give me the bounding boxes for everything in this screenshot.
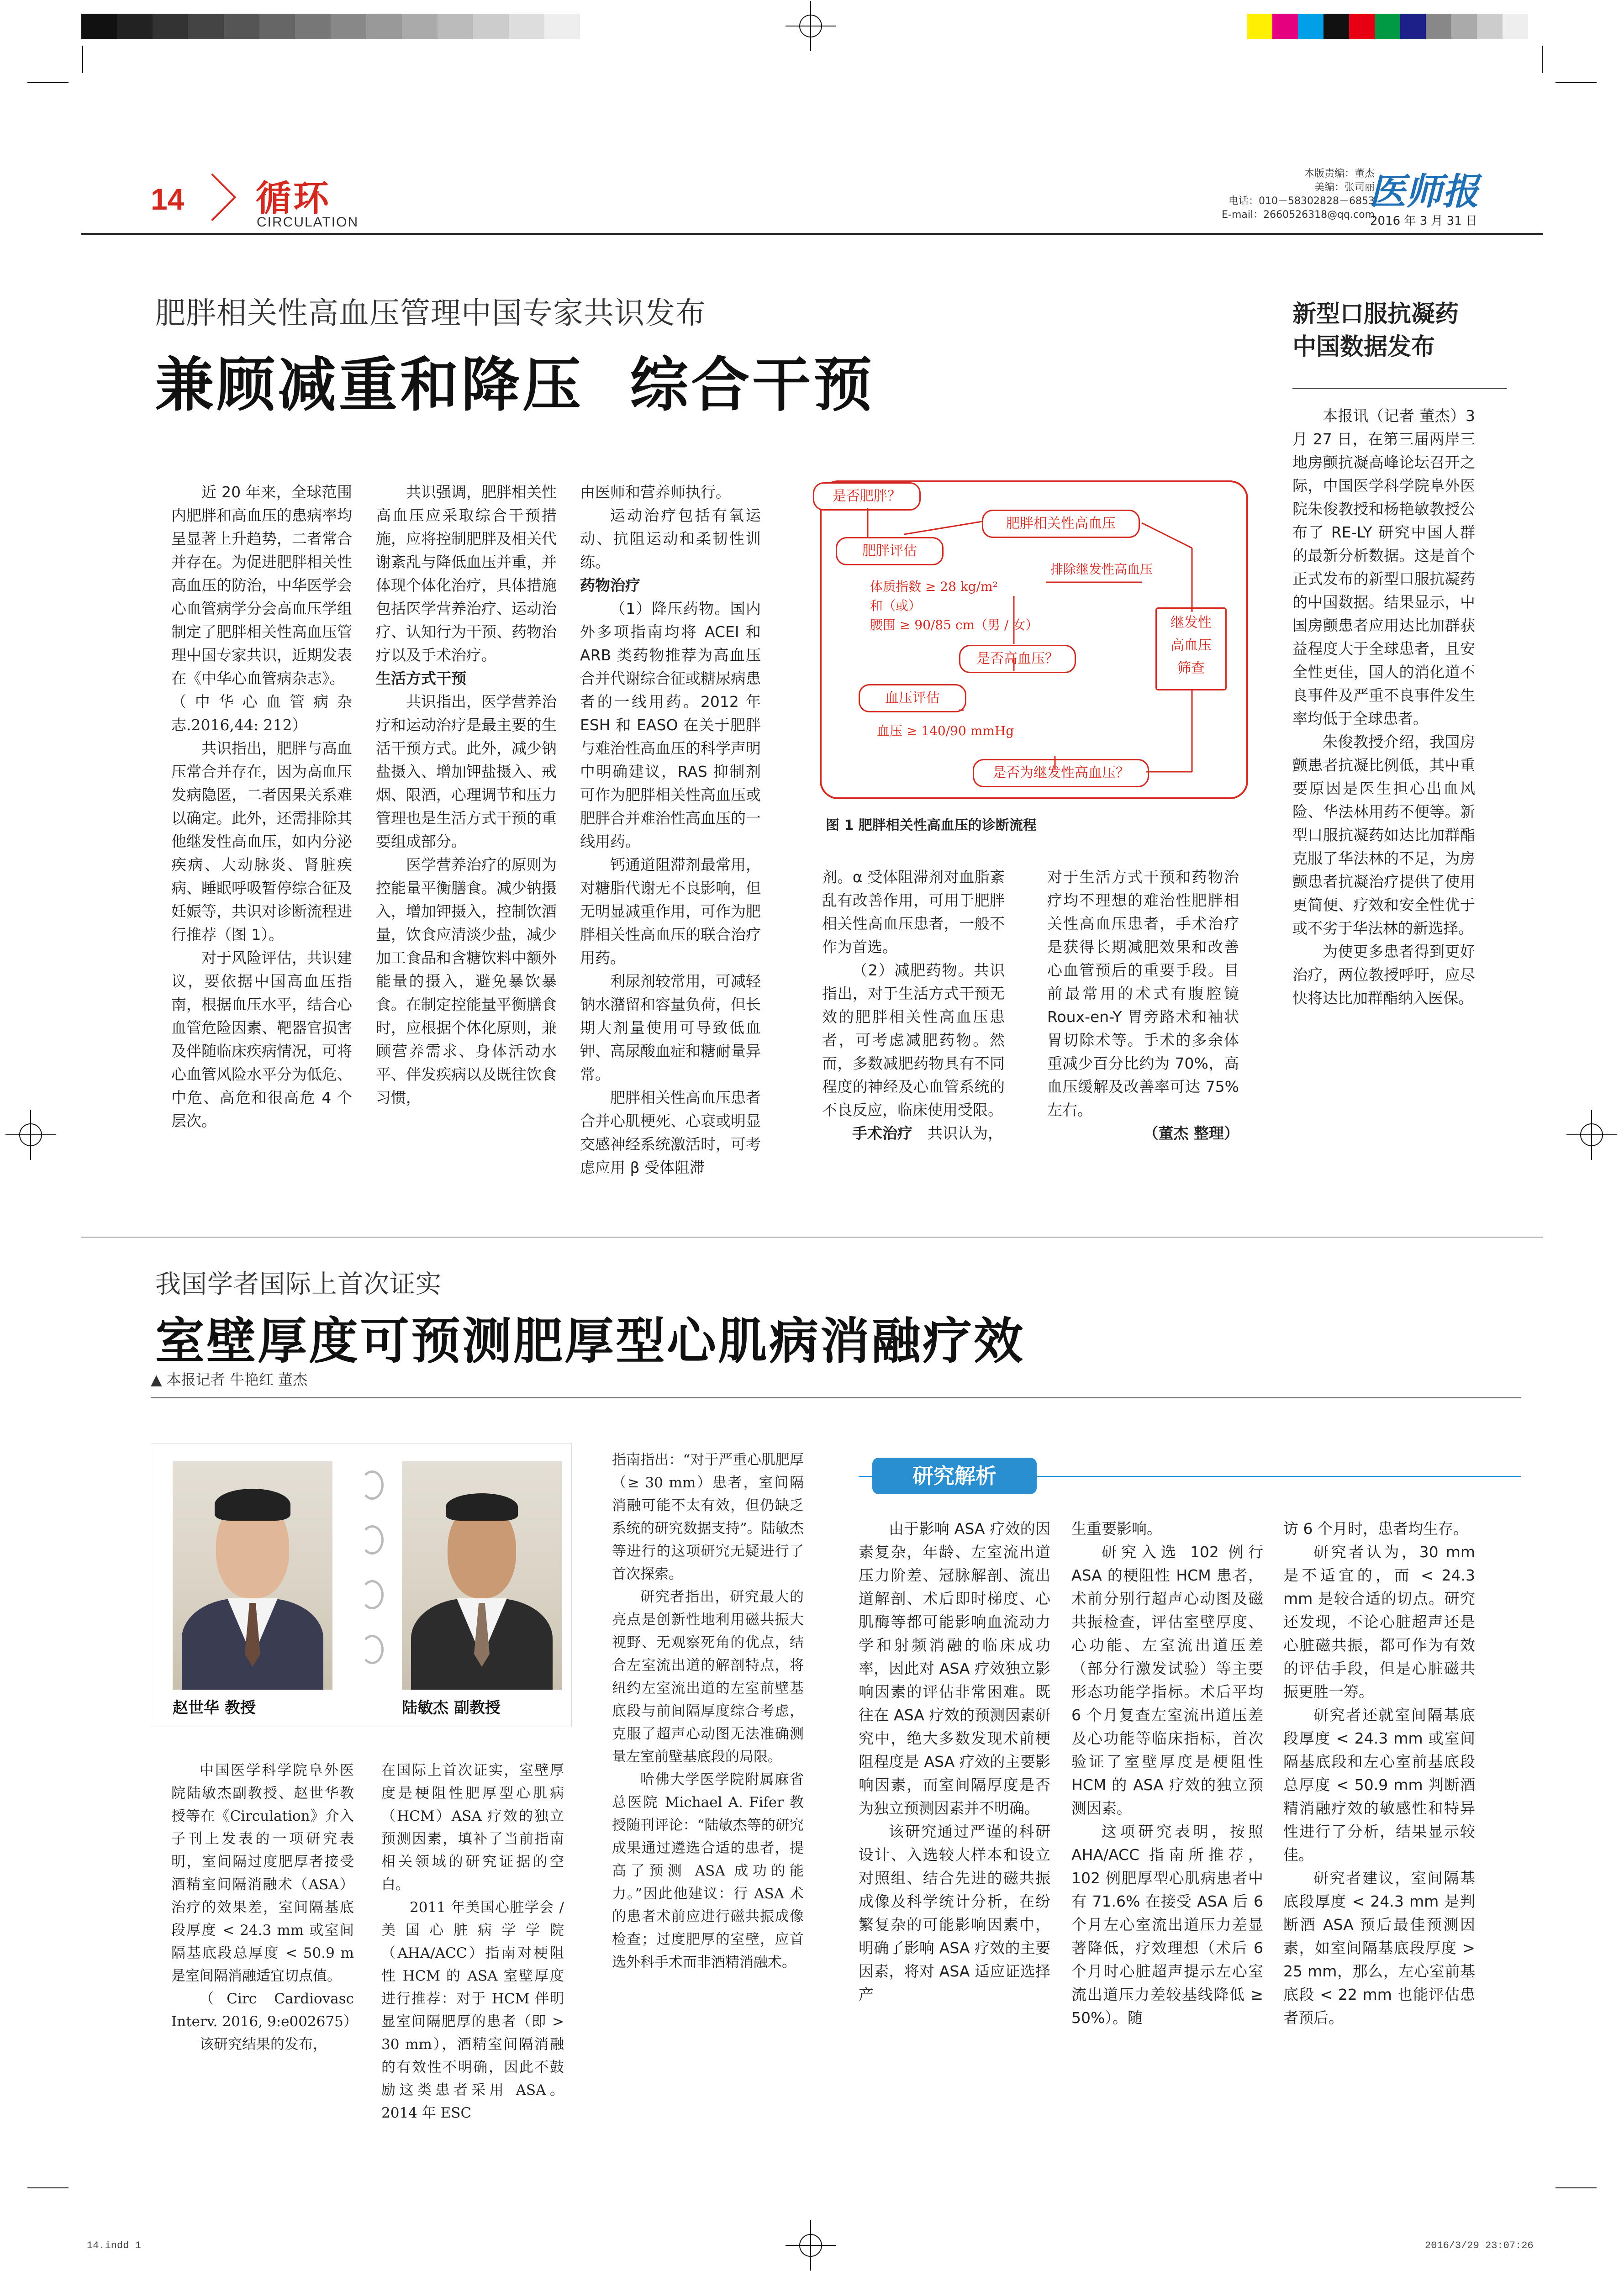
paragraph: 近 20 年来，全球范围内肥胖和高血压的患病率均呈显著上升趋势，二者常合并存在。为促进肥胖相关性高血压的防治，中华医学会心血管病学分会高血压学组制定了肥胖相关性高血压管理中国专家共识，近期发表在《中华心血管病杂志》。: [171, 483, 352, 687]
paragraph: 朱俊教授介绍，我国房颤患者抗凝比例低，其中重要原因是医生担心出血风险、华法林用药不便等。新型口服抗凝药如达比加群酯克服了华法林的不足，为房颤患者抗凝治疗提供了使用更简便、疗效和安全性优于或不劣于华法林的新选择。: [1292, 733, 1475, 937]
crop-mark: [27, 82, 69, 83]
paragraph: 由医师和营养师执行。: [580, 483, 731, 501]
photo-caption-zhao: 赵世华 教授: [173, 1699, 256, 1717]
byline-rule: [151, 1397, 1521, 1398]
paragraph: 钙通道阻滞剂最常用，对糖脂代谢无不良影响，但无明显减重作用，可作为肥胖相关性高血压的联合治疗用药。: [580, 856, 761, 967]
issue-date: 2016 年 3 月 31 日: [1370, 214, 1478, 228]
flow-node-result: 肥胖相关性高血压: [982, 510, 1140, 538]
registration-mark: [786, 1, 836, 51]
sidebar-body: [1292, 404, 1475, 1010]
sidebar-title-line: 新型口服抗凝药: [1292, 300, 1459, 328]
paragraph: 研究者建议，室间隔基底段厚度 < 24.3 mm 是判断酒 ASA 预后最佳预测因素，如室间隔基底段厚度 > 25 mm，那么，左心室前基底段 < 22 mm 也能评估患者预后。: [1283, 1869, 1475, 2027]
subhead: 生活方式干预: [376, 669, 466, 687]
paragraph: 访 6 个月时，患者均生存。: [1283, 1520, 1468, 1538]
article2-column-A: [171, 1759, 358, 2056]
criteria-line: 和（或）: [870, 598, 922, 613]
article2-kicker: 我国学者国际上首次证实: [155, 1270, 442, 1299]
flow-arrows: [813, 479, 1251, 799]
registration-mark: [786, 2220, 836, 2271]
sidebar-title-line: 中国数据发布: [1292, 333, 1435, 361]
article2-column-C: [612, 1449, 804, 1974]
header-rule: [81, 233, 1543, 235]
flow-label-exclude: 排除继发性高血压: [1050, 562, 1153, 577]
paragraph: 该研究通过严谨的科研设计、入选较大样本和设立对照组、结合先进的磁共振成像及科学统计分析，在纷繁复杂的可能影响因素中，明确了影响 ASA 疗效的主要因素，将对 ASA 适应证选择产: [859, 1823, 1050, 2003]
subhead: 手术治疗: [852, 1124, 912, 1142]
portrait-photo-zhao: [173, 1461, 332, 1690]
paragraph: 哈佛大学医学院附属麻省总医院 Michael A. Fifer 教授随刊评论：“陆敏杰等的研究成果通过遴选合适的患者，提高了预测 ASA 成功的能力。”因此他建议：行 ASA 术的患者术前应进行磁共振成像检查；过度肥厚的室壁，应首选外科手术而非酒精消融术。: [612, 1771, 804, 1971]
paragraph: 共识指出，医学营养治疗和运动治疗是最主要的生活干预方式。此外，减少钠盐摄入、增加钾盐摄入、戒烟、限酒，心理调节和压力管理也是生活方式干预的重要组成部分。: [376, 693, 557, 850]
article1-column-3: [580, 480, 761, 1179]
paragraph: [822, 1122, 1005, 1145]
screen-line: 继发性: [1171, 615, 1212, 631]
analysis-badge: 研究解析: [872, 1458, 1037, 1494]
citation: （中华心血管病杂志.2016,44: 212）: [171, 693, 352, 734]
article1-column-1: [171, 480, 352, 1133]
section-title: 循环: [256, 178, 331, 219]
sidebar-title: [1292, 298, 1459, 364]
paragraph: 本报讯（记者 董杰）3 月 27 日，在第三届两岸三地房颤抗凝高峰论坛召开之际，中国医学科学院阜外医院朱俊教授和杨艳敏教授公布了 RE-LY 研究中国人群的最新分析数据。这是首个正式发布的新型口服抗凝药的中国数据。结果显示，中国房颤患者应用达比加群获益程度大于全球患者，且安全性更佳，国人的消化道不良事件及严重不良事件发生率均低于全球患者。: [1292, 407, 1475, 727]
paragraph: 研究入选 102 例行 ASA 的梗阻性 HCM 患者，术前分别行超声心动图及磁共振检查，评估室壁厚度、心功能、左室流出道压差（部分行激发试验）等主要形态功能学指标。术后平均 6 个月复查左室流出道压差及心功能等临床指标，首次验证了室壁厚度是梗阻性 HCM 的 ASA 疗效的独立预测因素。: [1071, 1543, 1263, 1817]
paragraph: 剂。α 受体阻滞剂对血脂紊乱有改善作用，可用于肥胖相关性高血压患者，一般不作为首选。: [822, 868, 1005, 956]
article1-kicker: 肥胖相关性高血压管理中国专家共识发布: [155, 295, 706, 331]
editor-line: 本版责编：董杰: [1304, 168, 1375, 179]
flow-node-obese-eval: 肥胖评估: [836, 537, 944, 565]
portrait-photo-lu: [402, 1461, 562, 1690]
photo-caption-lu: 陆敏杰 副教授: [402, 1699, 501, 1717]
color-bar: [1247, 14, 1528, 39]
paragraph: 研究者还就室间隔基底段厚度 < 24.3 mm 或室间隔基底段和左心室前基底段总厚度 < 50.9 mm 判断酒精消融疗效的敏感性和特异性进行了分析，结果显示较佳。: [1283, 1706, 1475, 1864]
paragraph: 研究者指出，研究最大的亮点是创新性地利用磁共振大视野、无观察死角的优点，结合左室流出道的解剖特点，将纽约左室流出道的左室前壁基底段与前间隔厚度综合考虑，克服了超声心动图无法准确测量左室前壁基底段的局限。: [612, 1589, 804, 1765]
flow-node-hbp-question: 是否高血压？: [959, 645, 1076, 673]
screen-line: 高血压: [1171, 638, 1212, 653]
flow-criteria-bp: 血压 ≥ 140/90 mmHg: [877, 723, 1014, 738]
paragraph: 对于生活方式干预和药物治疗均不理想的难治性肥胖相关性高血压患者，手术治疗是获得长期减肥效果和改善心血管预后的重要手段。目前最常用的术式有腹腔镜 Roux-en-Y 胃旁路术和袖状胃切除术等。手术的多余体重减少百分比约为 70%，高血压缓解及改善率可达 75% 左右。: [1047, 868, 1239, 1119]
paragraph: 肥胖相关性高血压患者合并心肌梗死、心衰或明显交感神经系统激活时，可考虑应用 β 受体阻滞: [580, 1089, 761, 1176]
article2-column-D: [859, 1517, 1050, 2006]
citation: （Circ Cardiovasc Interv. 2016, 9:e002675）: [171, 1991, 358, 2030]
paragraph: 该研究结果的发布，: [200, 2036, 327, 2053]
paragraph: 共识强调，肥胖相关性高血压应采取综合干预措施，应将控制肥胖及相关代谢紊乱与降低血压并重，并体现个体化治疗，具体措施包括医学营养治疗、运动治疗、认知行为干预、药物治疗以及手术治疗。: [376, 483, 557, 664]
paragraph: 对于风险评估，共识建议，要依据中国高血压指南，根据血压水平，结合心血管危险因素、靶器官损害及伴随临床疾病情况，可将心血管风险水平分为低危、中危、高危和很高危 4 个层次。: [171, 949, 352, 1130]
flow-node-bp-eval: 血压评估: [859, 684, 966, 712]
article2-column-B: [381, 1759, 564, 2124]
article2-column-E: [1071, 1517, 1263, 2029]
screen-line: 筛查: [1177, 660, 1205, 676]
grayscale-bar: [81, 14, 580, 39]
article-divider: [81, 1237, 1543, 1238]
paragraph: 运动治疗包括有氧运动、抗阻运动和柔韧性训练。: [580, 506, 761, 571]
footer-timestamp: 2016/3/29 23:07:26: [1425, 2240, 1534, 2251]
paragraph: 由于影响 ASA 疗效的因素复杂，年龄、左室流出道压力阶差、冠脉解剖、流出道解剖、术后即时梯度、心肌酶等都可能影响血流动力学和射频消融的临床成功率，因此对 ASA 疗效独立影响因素的评估非常困难。既往在 ASA 疗效的预测因素研究中，绝大多数发现术前梗阻程度是 ASA 疗效的主要影响因素，而室间隔厚度是否为独立预测因素并不明确。: [859, 1520, 1050, 1817]
registration-mark: [5, 1110, 56, 1160]
figure-caption: 图 1 肥胖相关性高血压的诊断流程: [826, 817, 1037, 833]
subhead: 药物治疗: [580, 576, 640, 594]
paragraph: 中国医学科学院阜外医院陆敏杰副教授、赵世华教授等在《Circulation》介入子刊上发表的一项研究表明，室间隔过度肥厚者接受酒精室间隔消融术（ASA）治疗的效果差，室间隔基底段厚度 < 24.3 mm 或室间隔基底段总厚度 < 50.9 m 是室间隔消融适宜切点值。: [171, 1762, 354, 1984]
article1-column-4: [822, 865, 1005, 1145]
criteria-line: 体质指数 ≥ 28 kg/m²: [870, 579, 998, 594]
paragraph: 在国际上首次证实，室壁厚度是梗阻性肥厚型心肌病（HCM）ASA 疗效的独立预测因素，填补了当前指南相关领域的研究证据的空白。: [381, 1762, 564, 1893]
article1-column-5: [1047, 865, 1239, 1145]
crop-mark: [82, 46, 83, 73]
binder-ring-icon: [361, 1635, 384, 1664]
paragraph: （2）减肥药物。共识指出，对于生活方式干预无效的肥胖相关性高血压患者，可考虑减肥药物。然而，多数减肥药物具有不同程度的神经及心血管系统的不良反应，临床使用受限。: [822, 961, 1005, 1119]
brand-logo: 医师报: [1369, 170, 1479, 213]
article1-column-2: [376, 480, 557, 1109]
paragraph: 2011 年美国心脏学会 / 美国心脏病学学院（AHA/ACC）指南对梗阻性 HCM 的 ASA 室壁厚度进行推荐：对于 HCM 伴明显室间隔肥厚的患者（即 > 30 mm），酒精室间隔消融的有效性不明确，因此不鼓励这类患者采用 ASA。2014 年 ESC: [381, 1899, 564, 2121]
article2-title: 室壁厚度可预测肥厚型心肌病消融疗效: [155, 1313, 1025, 1370]
binder-ring-icon: [361, 1470, 384, 1500]
article2-column-F: [1283, 1517, 1475, 2029]
criteria-line: 腰围 ≥ 90/85 cm（男 / 女）: [870, 617, 1039, 632]
paragraph: 这项研究表明，按照 AHA/ACC 指南所推荐，102 例肥厚型心肌病患者中有 71.6% 在接受 ASA 后 6 个月左心室流出道压力差显著降低，疗效理想（术后 6 个月时心脏超声提示左心室流出道压力差较基线降低 ≥ 50%）。随: [1071, 1823, 1263, 2027]
paragraph: 研究者认为，30 mm 是不适宜的，而 < 24.3 mm 是较合适的切点。研究还发现，不论心脏超声还是心脏磁共振，都可作为有效的评估手段，但是心脏磁共振更胜一筹。: [1283, 1543, 1475, 1701]
paragraph: 生重要影响。: [1071, 1520, 1162, 1538]
email-line: E-mail：2660526318@qq.com: [1222, 209, 1375, 221]
designer-line: 美编：张司丽: [1314, 182, 1375, 193]
crop-mark: [1542, 46, 1543, 73]
paragraph: （1）降压药物。国内外多项指南均将 ACEI 和 ARB 类药物推荐为高血压合并代谢综合征或糖尿病患者的一线用药。2012 年 ESH 和 EASO 在关于肥胖与难治性高血压的科学声明中明确建议，RAS 抑制剂可作为肥胖相关性高血压或肥胖合并难治性高血压的一线用药。: [580, 600, 761, 850]
registration-mark: [1566, 1110, 1617, 1160]
flow-node-secondary-question: 是否为继发性高血压？: [973, 759, 1149, 787]
contact-info: [1169, 167, 1375, 222]
author-note: （董杰 整理）: [1143, 1124, 1239, 1142]
chevron-right-icon: [189, 174, 237, 221]
footer-file-slug: 14.indd 1: [87, 2240, 141, 2251]
binder-ring-icon: [361, 1525, 384, 1554]
paragraph: 医学营养治疗的原则为控能量平衡膳食。减少钠摄入，增加钾摄入，控制饮酒量，饮食应清淡少盐，减少加工食品和含糖饮料中额外能量的摄入，避免暴饮暴食。在制定控能量平衡膳食时，应根据个体化原则，兼顾营养需求、身体活动水平、伴发疾病以及既往饮食习惯，: [376, 856, 557, 1107]
flow-node-obese-question: 是否肥胖？: [813, 482, 921, 511]
crop-mark: [27, 2187, 69, 2188]
paragraph: 指南指出：“对于严重心肌肥厚（≥ 30 mm）患者，室间隔消融可能不太有效，但仍缺乏系统的研究数据支持”。陆敏杰等进行的这项研究无疑进行了首次探索。: [612, 1452, 804, 1582]
phone-line: 电话：010－58302828－6853: [1229, 195, 1375, 207]
paragraph: 利尿剂较常用，可减轻钠水潴留和容量负荷，但长期大剂量使用可导致低血钾、高尿酸血症和糖耐量异常。: [580, 972, 761, 1083]
binder-ring-icon: [361, 1580, 384, 1609]
page-number: 14: [151, 182, 185, 216]
section-subtitle: CIRCULATION: [257, 215, 359, 230]
paragraph: 共识指出，肥胖与高血压常合并存在，因为高血压发病隐匿，二者因果关系难以确定。此外，还需排除其他继发性高血压，如内分泌疾病、大动脉炎、肾脏疾病、睡眠呼吸暂停综合征及妊娠等，共识对诊断流程进行推荐（图 1）。: [171, 739, 352, 943]
crop-mark: [1555, 82, 1597, 83]
text: 共识认为，: [928, 1124, 1003, 1142]
paragraph: 为使更多患者得到更好治疗，两位教授呼吁，应尽快将达比加群酯纳入医保。: [1292, 943, 1475, 1007]
article1-title: 兼顾减重和降压 综合干预: [155, 351, 875, 419]
sidebar-rule: [1292, 388, 1507, 389]
article2-byline: ▲ 本报记者 牛艳红 董杰: [151, 1371, 308, 1388]
crop-mark: [1555, 2187, 1597, 2188]
